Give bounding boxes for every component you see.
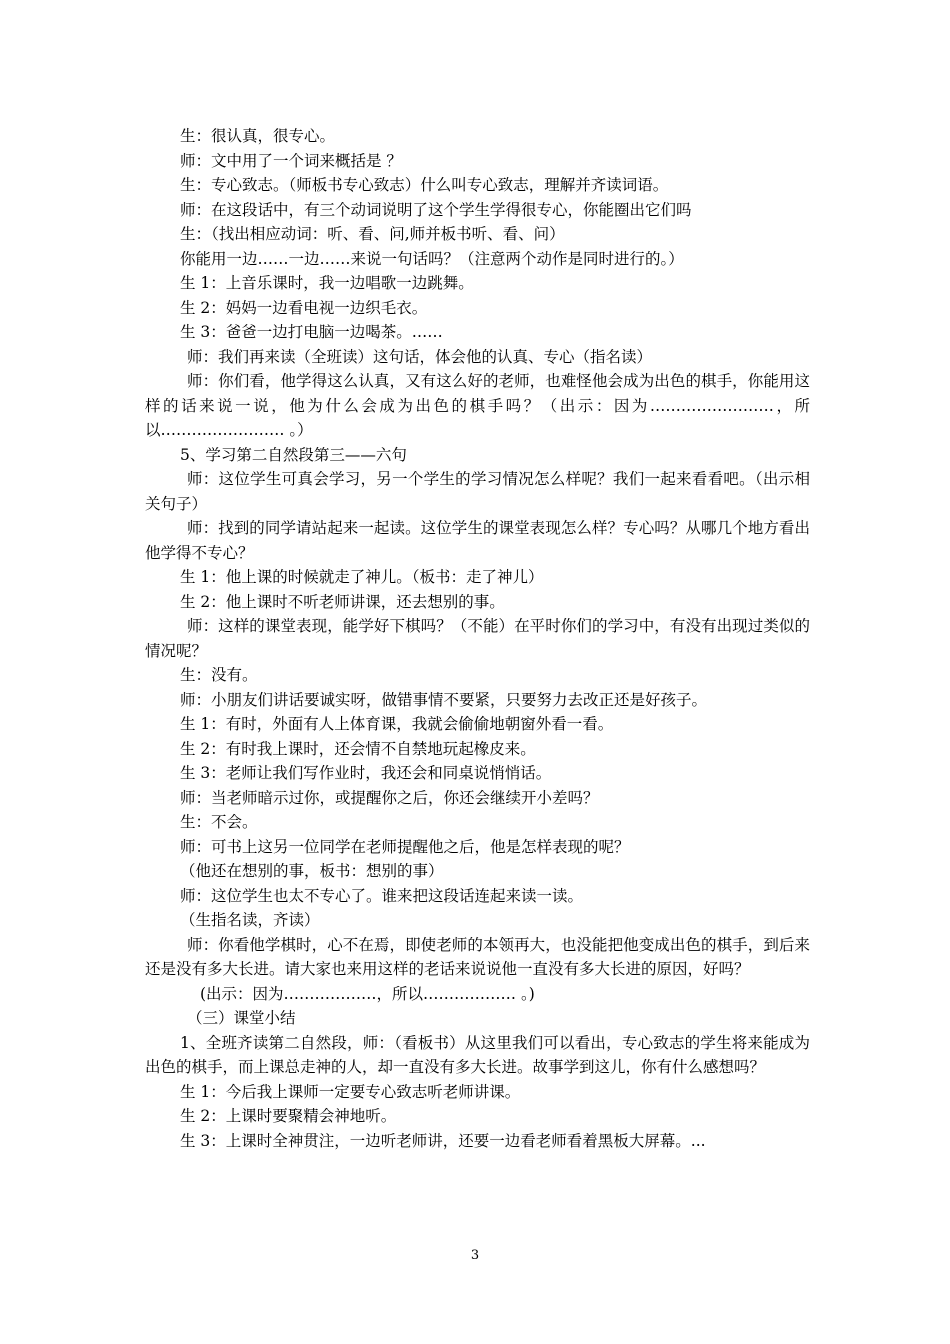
paragraph: 师：找到的同学请站起来一起读。这位学生的课堂表现怎么样？专心吗？从哪几个地方看出他学得不专心？ — [145, 519, 810, 562]
section-heading: 5、学习第二自然段第三——六句 — [180, 445, 407, 464]
page-number: 3 — [470, 1248, 480, 1263]
paragraph: 生：专心致志。（师板书专心致志）什么叫专心致志，理解并齐读词语。 — [180, 176, 669, 194]
paragraph: 师：你看他学棋时，心不在焉，即使老师的本领再大，也没能把他变成出色的棋手，到后来还是没有多大长进。请大家也来用这样的老话来说说他一直没有多大长进的原因，好吗？ — [145, 935, 810, 978]
document-body — [145, 124, 810, 1153]
paragraph: 生 3：爸爸一边打电脑一边喝茶。…… — [180, 323, 443, 341]
paragraph: 生 1：今后我上课师一定要专心致志听老师讲课。 — [180, 1082, 521, 1101]
paragraph: 生 1：有时，外面有人上体育课，我就会偷偷地朝窗外看一看。 — [180, 715, 614, 733]
paragraph: (出示：因为………………，所以……………… 。) — [200, 984, 535, 1003]
paragraph: 生：没有。 — [180, 666, 258, 684]
paragraph: 生：不会。 — [180, 813, 258, 831]
paragraph: 1、全班齐读第二自然段，师：（看板书）从这里我们可以看出，专心致志的学生将来能成为出色的棋手，而上课总走神的人，却一直没有多大长进。故事学到这儿，你有什么感想吗？ — [145, 1033, 810, 1076]
paragraph: 生 3：上课时全神贯注，一边听老师讲，还要一边看老师看着黑板大屏幕。... — [180, 1131, 706, 1150]
paragraph: 师：你们看，他学得这么认真，又有这么好的老师，也难怪他会成为出色的棋手，你能用这样的话来说一说，他为什么会成为出色的棋手吗？（出示：因为……………………，所以…………………… 。） — [145, 372, 810, 439]
paragraph: 师：小朋友们讲话要诚实呀，做错事情不要紧，只要努力去改正还是好孩子。 — [180, 690, 708, 709]
paragraph: 生：（找出相应动词：听、看、问,师并板书听、看、问） — [180, 225, 565, 243]
paragraph: 师：文中用了一个词来概括是 ？ — [180, 151, 402, 170]
paragraph: 生：很认真，很专心。 — [180, 127, 336, 145]
section-heading: （三）课堂小结 — [187, 1009, 296, 1027]
paragraph: 生 3：老师让我们写作业时，我还会和同桌说悄悄话。 — [180, 764, 552, 782]
paragraph: 生 1：他上课的时候就走了神儿。（板书：走了神儿） — [180, 568, 544, 586]
paragraph: 师：这位学生也太不专心了。谁来把这段话连起来读一读。 — [180, 886, 584, 905]
paragraph: 生 2：上课时要聚精会神地听。 — [180, 1107, 397, 1125]
paragraph: 生 1：上音乐课时，我一边唱歌一边跳舞。 — [180, 274, 474, 292]
paragraph: 生 2：他上课时不听老师讲课，还去想别的事。 — [180, 592, 505, 611]
paragraph: 师：这样的课堂表现，能学好下棋吗？（不能）在平时你们的学习中，有没有出现过类似的情况呢？ — [145, 617, 810, 660]
paragraph: 师：我们再来读（全班读）这句话，体会他的认真、专心（指名读） — [187, 347, 653, 366]
paragraph: 师：当老师暗示过你，或提醒你之后，你还会继续开小差吗？ — [180, 788, 599, 807]
paragraph: 师：这位学生可真会学习，另一个学生的学习情况怎么样呢？我们一起来看看吧。（出示相关句子） — [145, 470, 810, 513]
paragraph: （生指名读，齐读） — [180, 911, 320, 929]
paragraph: 生 2：有时我上课时，还会情不自禁地玩起橡皮来。 — [180, 739, 536, 758]
paragraph: （他还在想别的事，板书：想别的事） — [180, 862, 444, 880]
paragraph: 你能用一边……一边……来说一句话吗？（注意两个动作是同时进行的。） — [180, 249, 684, 268]
paragraph: 师：可书上这另一位同学在老师提醒他之后，他是怎样表现的呢？ — [180, 837, 630, 856]
paragraph: 生 2：妈妈一边看电视一边织毛衣。 — [180, 298, 428, 317]
paragraph: 师：在这段话中，有三个动词说明了这个学生学得很专心，你能圈出它们吗 — [180, 200, 692, 219]
